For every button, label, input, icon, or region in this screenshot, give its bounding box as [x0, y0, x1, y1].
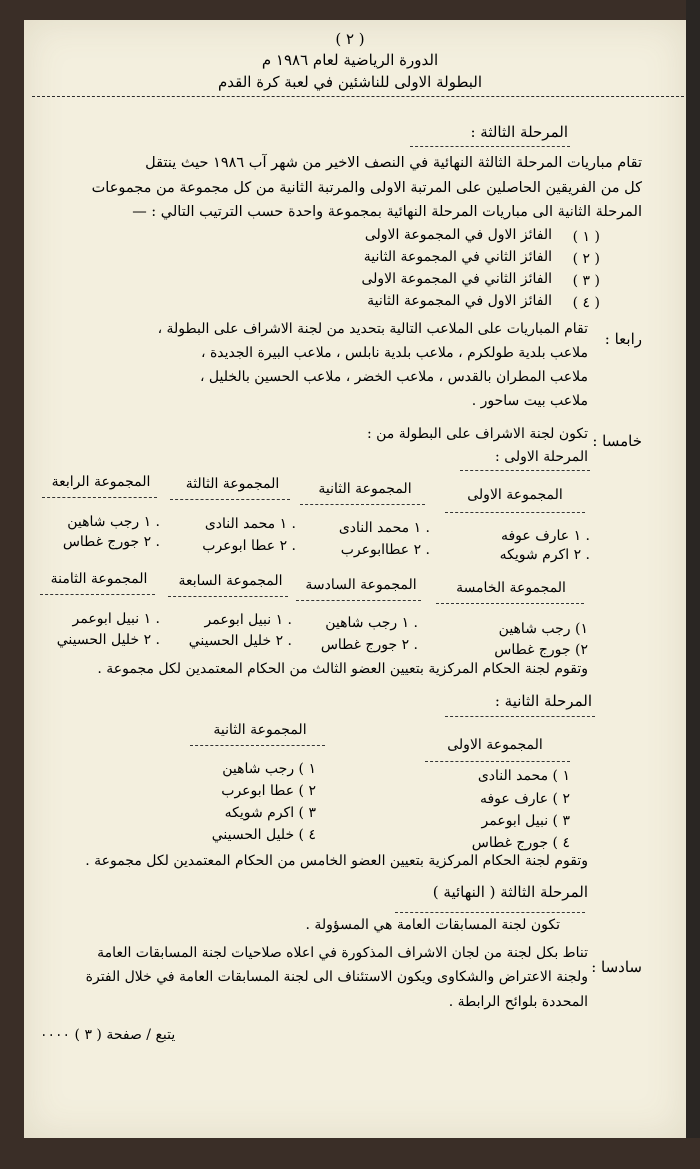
group-title-1: المجموعة الاولى	[467, 487, 563, 503]
s2g1-item-1: ١ ) محمد النادى	[477, 768, 570, 784]
fourth-line-4: ملاعب بيت ساحور .	[471, 393, 588, 409]
fourth-label: رابعا :	[604, 330, 642, 348]
g8-member-2: . ٢ خليل الحسيني	[56, 632, 160, 648]
fifth-line-1: تكون لجنة الاشراف على البطولة من :	[366, 426, 588, 442]
underline	[460, 470, 590, 471]
underline	[296, 600, 421, 601]
s2g2-item-3: ٣ ) اكرم شويكه	[224, 805, 316, 821]
group-title-8: المجموعة الثامنة	[50, 571, 148, 587]
header-divider	[32, 96, 684, 97]
s2g2-item-2: ٢ ) عطا ابوعرب	[221, 783, 316, 799]
committee-note-1: وتقوم لجنة الحكام المركزية بتعيين العضو الثالث من الحكام المعتمدين لكل مجموعة .	[97, 661, 588, 677]
s2g1-item-3: ٣ ) نبيل ابوعمر	[481, 813, 570, 829]
fourth-line-1: تقام المباريات على الملاعب التالية بتحديد من لجنة الاشراف على البطولة ،	[157, 321, 588, 337]
sixth-label: سادسا :	[591, 958, 642, 976]
group-title-5: المجموعة الخامسة	[456, 580, 566, 596]
underline	[425, 761, 570, 762]
stage3-item-2: الفائز الثاني في المجموعة الثانية	[363, 249, 552, 265]
g4-member-1: . ١ رجب شاهين	[67, 514, 160, 530]
g1-member-2: . ٢ اكرم شويكه	[499, 547, 590, 563]
header-line-2: البطولة الاولى للناشئين في لعبة كرة القدم	[217, 73, 483, 91]
group-title-4: المجموعة الرابعة	[51, 474, 151, 490]
underline	[445, 512, 585, 513]
g4-member-2: . ٢ جورج غطاس	[62, 534, 160, 550]
underline	[300, 504, 425, 505]
stage3-item-4-num: ( ٤ )	[572, 295, 600, 311]
underline	[42, 497, 157, 498]
stage3-para-line-3: المرحلة الثانية الى مباريات المرحلة النهائية بمجموعة واحدة حسب الترتيب التالي : —	[132, 204, 642, 220]
g6-member-2: . ٢ جورج غطاس	[320, 637, 418, 653]
stage3-item-3-num: ( ٣ )	[572, 273, 600, 289]
header-line-1: الدورة الرياضية لعام ١٩٨٦ م	[261, 51, 439, 69]
g1-member-1: . ١ عارف عوفه	[500, 528, 590, 544]
underline	[40, 594, 155, 595]
stage3-item-3: الفائز الثاني في المجموعة الاولى	[361, 271, 552, 287]
fifth-label: خامسا :	[592, 432, 642, 450]
group-title-7: المجموعة السابعة	[178, 573, 283, 589]
s2g2-item-1: ١ ) رجب شاهين	[222, 761, 316, 777]
stage3-para-line-1: تقام مباريات المرحلة الثالثة النهائية في النصف الاخير من شهر آب ١٩٨٦ حيث ينتقل	[145, 155, 642, 171]
g7-member-2: . ٢ خليل الحسيني	[188, 633, 292, 649]
stage3-item-4: الفائز الاول في المجموعة الثانية	[367, 293, 552, 309]
stage2-group-1-title: المجموعة الاولى	[447, 737, 543, 753]
sixth-line-3: المحددة بلوائح الرابطة .	[448, 994, 588, 1010]
g5-member-1: ١) رجب شاهين	[498, 621, 588, 637]
g7-member-1: . ١ نبيل ابوعمر	[204, 612, 292, 628]
s2g1-item-2: ٢ ) عارف عوفه	[479, 791, 570, 807]
stage3-para-line-2: كل من الفريقين الحاصلين على المرتبة الاولى والمرتبة الثانية من كل مجموعة من مجموعات	[91, 180, 642, 196]
sixth-line-2: ولجنة الاعتراض والشكاوى ويكون الاستئناف الى لجنة المسابقات العامة في خلال الفترة	[85, 969, 588, 985]
stage3-final-heading: المرحلة الثالثة ( النهائية )	[432, 883, 588, 901]
underline	[190, 745, 325, 746]
underline	[170, 499, 290, 500]
underline	[410, 146, 570, 147]
s2g1-item-4: ٤ ) جورج غطاس	[471, 835, 570, 851]
g2-member-1: . ١ محمد النادى	[338, 520, 430, 536]
g2-member-2: . ٢ عطاابوعرب	[340, 542, 430, 558]
underline	[395, 912, 585, 913]
stage3-item-2-num: ( ٢ )	[572, 251, 600, 267]
stage3-item-1-num: ( ١ )	[572, 229, 600, 245]
g6-member-1: . ١ رجب شاهين	[325, 615, 418, 631]
g3-member-2: . ٢ عطا ابوعرب	[202, 538, 296, 554]
underline	[445, 716, 595, 717]
s2g2-item-4: ٤ ) خليل الحسيني	[211, 827, 316, 843]
stage1-heading: المرحلة الاولى :	[495, 449, 588, 465]
scan-edge-bottom	[0, 1138, 700, 1169]
continued-note: يتبع / صفحة ( ٣ ) ٠٠٠٠	[40, 1027, 176, 1043]
group-title-6: المجموعة السادسة	[305, 577, 417, 593]
underline	[168, 596, 288, 597]
fourth-line-3: ملاعب المطران بالقدس ، ملاعب الخضر ، ملاعب الحسين بالخليل ،	[199, 369, 588, 385]
g8-member-1: . ١ نبيل ابوعمر	[72, 611, 160, 627]
underline	[436, 603, 584, 604]
group-title-2: المجموعة الثانية	[318, 481, 412, 497]
g5-member-2: ٢) جورج غطاس	[494, 642, 588, 658]
sixth-line-1: تناط بكل لجنة من لجان الاشراف المذكورة في اعلاه صلاحيات لجنة المسابقات العامة	[97, 945, 588, 961]
page-number: ( ٢ )	[335, 30, 365, 48]
group-title-3: المجموعة الثالثة	[185, 476, 280, 492]
stage3-heading: المرحلة الثالثة :	[470, 123, 568, 141]
stage2-group-2-title: المجموعة الثانية	[213, 722, 307, 738]
stage3-item-1: الفائز الاول في المجموعة الاولى	[364, 227, 552, 243]
fourth-line-2: ملاعب بلدية طولكرم ، ملاعب بلدية نابلس ، ملاعب البيرة الجديدة ،	[200, 345, 588, 361]
stage3-final-line: تكون لجنة المسابقات العامة هي المسؤولة .	[305, 917, 560, 933]
scan-edge-right	[686, 0, 700, 1169]
g3-member-1: . ١ محمد النادى	[204, 516, 296, 532]
stage2-heading: المرحلة الثانية :	[494, 692, 592, 710]
committee-note-2: وتقوم لجنة الحكام المركزية بتعيين العضو الخامس من الحكام المعتمدين لكل مجموعة .	[85, 853, 588, 869]
